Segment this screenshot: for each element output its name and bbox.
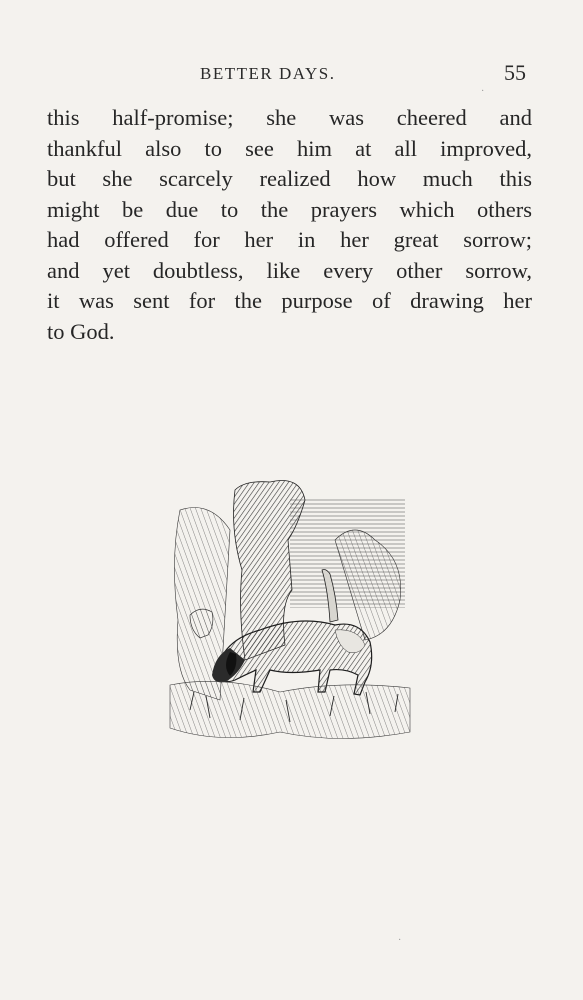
print-speck: · [481, 86, 485, 97]
text-line: thankful also to see him at all improved, [47, 135, 532, 161]
text-line: might be due to the prayers which others [47, 196, 532, 222]
dog-engraving-illustration [160, 470, 420, 750]
text-line: this half-promise; she was cheered and [47, 105, 532, 130]
text-line: and yet doubtless, like every other sorrow, [47, 257, 532, 283]
page-number: 55 [504, 60, 526, 85]
print-speck: · [398, 935, 402, 946]
running-head [0, 58, 583, 88]
body-paragraph [47, 103, 532, 347]
text-line: it was sent for the purpose of drawing her [47, 288, 532, 313]
running-title: BETTER DAYS. [200, 64, 336, 83]
engraving-dog-icon [160, 470, 420, 750]
text-line: had offered for her in her great sorrow; [47, 227, 532, 252]
text-line: to God. [47, 318, 115, 344]
text-line: but she scarcely realized how much this [47, 166, 532, 191]
